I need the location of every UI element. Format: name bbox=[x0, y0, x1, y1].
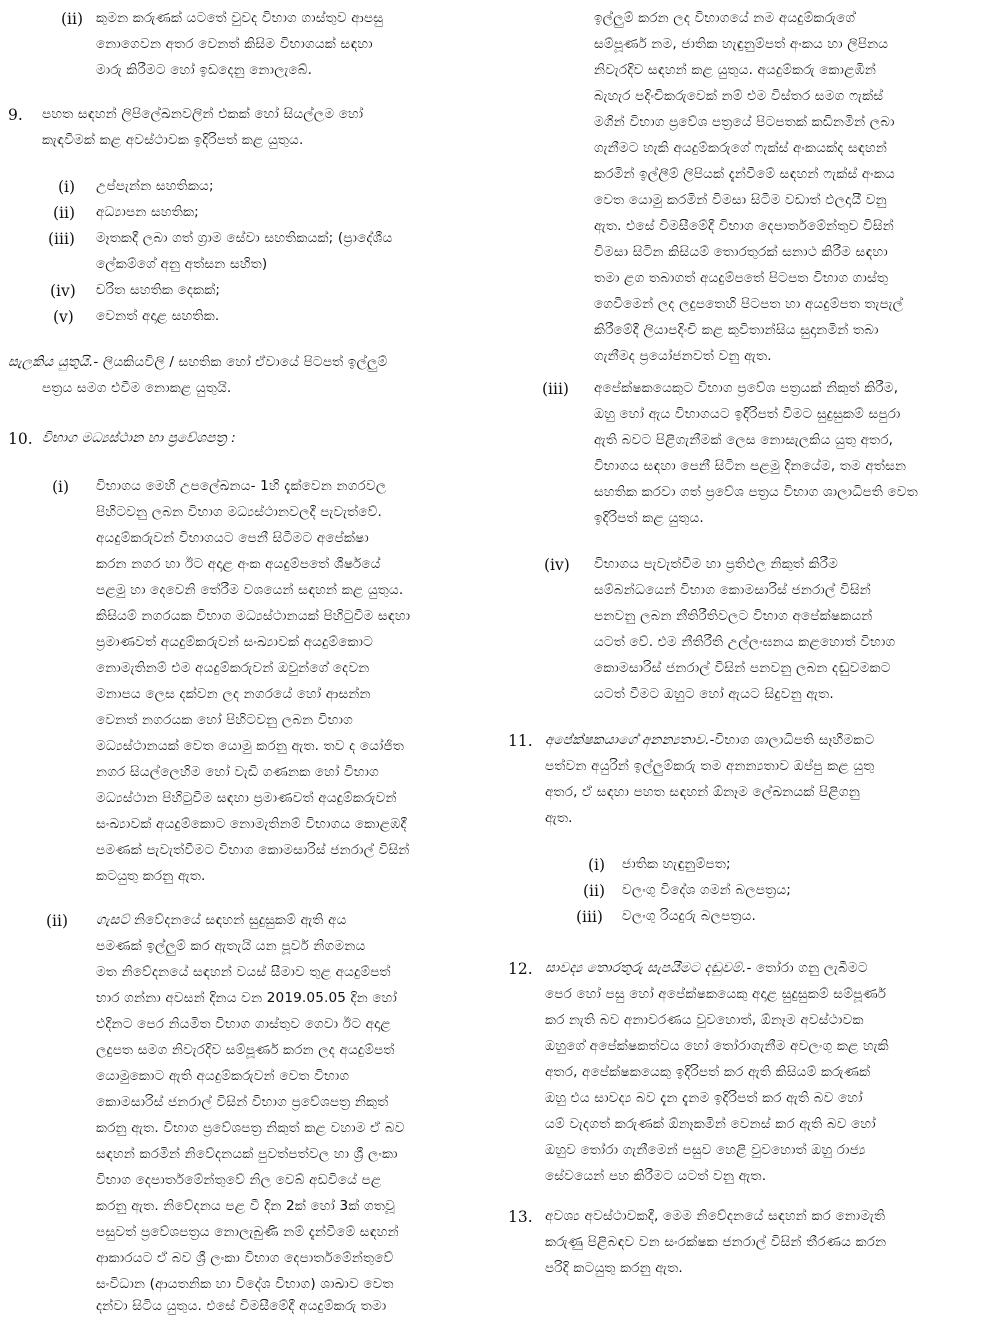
text-line: වෙනත් නගරයක හෝ පිහිටවනු ලබන විභාග bbox=[96, 712, 353, 728]
list-item-text: චරිත සහතික දෙකක්; bbox=[96, 282, 221, 298]
section-number: 11. bbox=[508, 732, 533, 750]
text-line: කැඳවීමක් කළ අවස්ථාවක ඉදිරිපත් කළ යුතුය. bbox=[42, 132, 304, 148]
text-line: ඔහුගේ අපේක්ෂකත්වය හෝ තෝරාගැනීම අවලංගු කළ හැකි bbox=[545, 1038, 889, 1054]
item-marker: (iii) bbox=[576, 908, 603, 926]
text-rest: -විභාග ශාලාධිපති සෑහීමකට bbox=[709, 732, 875, 748]
item-marker: (v) bbox=[53, 308, 74, 326]
text-line: විභාගය පැවැත්වීම හා ප්‍රතිඵල නිකුත් කිරීම bbox=[594, 556, 839, 572]
text-line: ඉල්ලුම් කරන ලද විභාගයේ නම අයදුම්කරුගේ bbox=[594, 10, 856, 26]
section-number: 10. bbox=[8, 430, 33, 448]
text-line: ගෙවීමෙන් ලද ලදුපතෙහි පිටපත හා අයදුම්පත තැපැල් bbox=[594, 296, 904, 312]
note-text: - ලියකියවිලි / සහතික හෝ ඒවායේ පිටපත් ඉල්ලුම් bbox=[93, 354, 388, 370]
text-line: පිහිටවනු ලබන විභාග මධ්‍යස්ථානවලදී පැවැත්වේ. bbox=[96, 504, 382, 520]
list-item-text: වලංගු විදේශ ගමන් බලපත්‍රය; bbox=[622, 882, 791, 898]
text-line: පහත සඳහන් ලිපිලේඛනවලින් එකක් හෝ සියල්ලම හෝ bbox=[42, 106, 364, 122]
text-line: කුමන කරුණක් යටතේ වුවද විභාග ගාස්තුව ආපසු bbox=[96, 10, 384, 26]
text-line: යොමුකොට ඇති අයදුම්කරුවන් වෙත විභාග bbox=[96, 1068, 350, 1084]
text-line: පනවනු ලබන නීතිරීතිවලට විභාග අපේක්ෂකයන් bbox=[594, 608, 873, 624]
item-marker: (iii) bbox=[48, 230, 75, 248]
text-line: කරන නගර හා ඊට අදාළ අංක අයදුම්පතේ ශීර්ෂයේ bbox=[96, 556, 381, 572]
text-line: ඇත. එසේ විමසීමේදී විභාග දෙපාර්තමේන්තුව විසින් bbox=[594, 218, 894, 234]
text-line: අයදුම්කරුවන් විභාගයට පෙනී සිටීමට අපේක්ෂා bbox=[96, 530, 369, 546]
text-line: සම්බන්ධයෙන් විභාග කොමසාරිස් ජනරාල් විසින් bbox=[594, 582, 871, 598]
section-title: අපේක්ෂකයාගේ අනන්‍යතාව. bbox=[545, 732, 710, 748]
text-line: ඔහුව තෝරා ගැනීමෙන් පසුව හෙළි වුවහොත් ඔහු රාජ්‍ය bbox=[545, 1142, 866, 1158]
item-marker: (ii) bbox=[46, 912, 69, 930]
list-item-text: උප්පැන්න සහතිකය; bbox=[96, 178, 214, 194]
text-line: ඉදිරිපත් කළ යුතුය. bbox=[594, 510, 704, 526]
text-line: කටයුතු කරනු ඇත. bbox=[96, 868, 206, 884]
text-line: විභාග දෙපාර්තමේන්තුවේ නිල වෙබ් අඩවියේ පළ bbox=[96, 1172, 382, 1188]
text-line: මනාපය ලෙස දක්වන ලද නගරයේ හෝ ආසන්න bbox=[96, 686, 371, 702]
text-line: සංඛ්‍යාවක් අයදුම්කොට නොමැතිනම් විභාගය කොළඹදී bbox=[96, 816, 407, 832]
text-line bbox=[96, 914, 347, 932]
text-line: ගැනීමට හැකි අයදුම්කරුගේ ෆැක්ස් අංකයක්ද සඳහන් bbox=[594, 140, 888, 156]
text-line: පළමු හා දෙවෙනි තේරීම වශයෙන් සඳහන් කළ යුතුය. bbox=[96, 582, 404, 598]
note-line bbox=[8, 356, 387, 374]
list-item-text: වෙනත් අදාළ සහතික. bbox=[96, 308, 220, 324]
text-line: මධ්‍යස්ථානයක් වෙත යොමු කරනු ඇත. තව ද යෝජිත bbox=[96, 738, 405, 754]
text-line: මත නිවේදනයේ සඳහන් වයස් සීමාව තුළ අයදුම්පත් bbox=[96, 964, 391, 980]
text-line: පමණක් ඉල්ලුම් කර ඇතැයි යන පූර්ව නිගමනය bbox=[96, 938, 366, 954]
section-number: 13. bbox=[508, 1208, 533, 1226]
item-marker: (iv) bbox=[50, 282, 76, 300]
section-title: විභාග මධ්‍යස්ථාන හා ප්‍රවේශපත්‍ර : bbox=[42, 430, 236, 446]
text-line: අතර, අපේක්ෂකයෙකු ඉදිරිපත් කර ඇති කිසියම් කරුණක් bbox=[545, 1064, 871, 1080]
text-line: කරනු ඇත. නිවේදනය පළ වී දින 2ක් හෝ 3ක් ගතවූ bbox=[96, 1198, 395, 1214]
text-line: පත්වන අයුරින් ඉල්ලුම්කරු තම අනන්‍යතාව ඔප්පු කළ යුතු bbox=[545, 758, 875, 774]
text-line: විභාගය සඳහා පෙනී සිටින පළමු දිනයේම, තම අත්සන bbox=[594, 458, 907, 474]
text-line: සංවිධාන (ආයතනික හා විදේශ විභාග) ශාඛාව වෙත bbox=[96, 1276, 394, 1292]
text-line: ආකාරයට ඒ බව ශ්‍රී ලංකා විභාග දෙපාර්තමේන්තුවේ bbox=[96, 1250, 394, 1266]
gazette-word: ගැසට් bbox=[96, 912, 130, 928]
text-line: නිවැරදිව සඳහන් කළ යුතුය. අයදුම්කරු කොළඹින් bbox=[594, 62, 877, 78]
text-line: මගින් විභාග ප්‍රවේශ පත්‍රයේ පිටපතක් කඩිනමින් ලබා bbox=[594, 114, 895, 130]
text-line: ගැනීමද ප්‍රයෝජනවත් වනු ඇත. bbox=[594, 348, 772, 364]
item-marker: (ii) bbox=[53, 204, 76, 222]
text-line: පසුවත් ප්‍රවේශපත්‍රය නොලැබුණි නම් දැන්වීමේ සඳහන් bbox=[96, 1224, 399, 1240]
text-line: ඇත. bbox=[545, 810, 573, 826]
note-line: පත්‍රය සමග එවීම නොකළ යුතුයි. bbox=[42, 380, 232, 396]
section-number: 9. bbox=[8, 106, 23, 124]
text-line: සහතික කරවා ගත් ප්‍රවේශ පත්‍රය විභාග ශාලාධිපති වෙත bbox=[594, 484, 918, 500]
text-line: කරුණු පිළිබඳව වන සංරක්ෂක ජනරාල් විසින් තීරණය කරන bbox=[545, 1234, 887, 1250]
text-line: කරනු ඇත. විභාග ප්‍රවේශපත්‍ර නිකුත් කළ වහාම ඒ බව bbox=[96, 1120, 405, 1136]
item-marker: (ii) bbox=[583, 882, 606, 900]
text-line: කිසියම් නගරයක විභාග මධ්‍යස්ථානයක් පිහිටුවීම සඳහා bbox=[96, 608, 411, 624]
text-line: දන්වා සිටිය යුතුය. එසේ විමසීමේදී අයදුම්කරු තමා bbox=[96, 1298, 387, 1314]
text-line: කොමසාරිස් ජනරාල් විසින් පනවනු ලබන දඬුවමකට bbox=[594, 660, 891, 676]
text-line: ඇති බවට පිළිගැනීමක් ලෙස නොසැලකිය යුතු අතර, bbox=[594, 432, 894, 448]
text-line: වෙත යොමු කරමින් විමසා සිටීම වඩාත් ඵලදායී වනු bbox=[594, 192, 887, 208]
item-marker: (ii) bbox=[61, 10, 84, 28]
text-line: බැහැර පදිංචිකරුවෙක් නම් එම විස්තර සමග ෆැක්ස් bbox=[594, 88, 884, 104]
text-line bbox=[545, 734, 874, 752]
text-rest: - තෝරා ගනු ලැබීමට bbox=[746, 960, 868, 976]
text-line: අවශ්‍ය අවස්ථාවකදී, මෙම නිවේදනයේ සඳහන් කර නොමැති bbox=[545, 1208, 886, 1224]
text-line: ලදුපත සමග නිවැරදිව සම්පූර්ණ කරන ලද අයදුම්පත් bbox=[96, 1042, 395, 1058]
text-line: යටත් වේ. එම නීතිරීති උල්ලංඝනය කළහොත් විභාග bbox=[594, 634, 896, 650]
section-title: සාවද්‍ය තොරතුරු සැපයීමට දඬුවම්. bbox=[545, 960, 747, 976]
item-marker: (i) bbox=[588, 856, 606, 874]
text-line: එදිනට පෙර නියමිත විභාග ගාස්තුව ගෙවා ඊට අදාළ bbox=[96, 1016, 391, 1032]
list-item-text: අධ්‍යාපන සහතික; bbox=[96, 204, 199, 220]
list-item-text: ජාතික හැඳුනුම්පත; bbox=[622, 856, 731, 872]
item-marker: (i) bbox=[52, 478, 70, 496]
text-line: මාරු කිරීමට හෝ ඉඩදෙනු නොලැබේ. bbox=[96, 62, 313, 78]
text-line: නොගෙවන අතර වෙනත් කිසිම විභාගයක් සඳහා bbox=[96, 36, 373, 52]
text-line: නගර සියල්ලෙහිම හෝ වැඩි ගණනක හෝ විභාග bbox=[96, 764, 380, 780]
list-item-text: මෑතකදී ලබා ගත් ග්‍රාම සේවා සහතිකයක්; (ප්‍රාදේශීය bbox=[96, 230, 393, 246]
text-line: පරිදි කටයුතු කරනු ඇත. bbox=[545, 1260, 683, 1276]
item-marker: (iv) bbox=[544, 556, 570, 574]
text-line bbox=[545, 962, 868, 980]
text-line: ඔහු හෝ ඇය විභාගයට ඉදිරිපත් වීමට සුදුසුකම් සපුරා bbox=[594, 406, 901, 422]
section-number: 12. bbox=[508, 960, 533, 978]
text-line: පෙර හෝ පසු හෝ අපේක්ෂකයෙකු අදාළ සුදුසුකම් සම්පූර්ණ bbox=[545, 986, 887, 1002]
item-marker: (iii) bbox=[542, 380, 569, 398]
list-item-text: ලේකම්ගේ අනු අත්සන සහිත) bbox=[96, 256, 268, 272]
text-line: සේවයෙන් පහ කිරීමට යටත් වනු ඇත. bbox=[545, 1168, 767, 1184]
text-line: කරමින් ඉල්ලීම් ලිපියක් දැන්වීමේ සඳහන් ෆැක්ස් අංකය bbox=[594, 166, 895, 182]
text-line: අපේක්ෂකයෙකුට විභාග ප්‍රවේශ පත්‍රයක් නිකුත් කිරීම, bbox=[594, 380, 899, 396]
text-line: නොමැතිනම් එම අයදුම්කරුවන් ඔවුන්ගේ දෙවන bbox=[96, 660, 370, 676]
text-line: ඔහු එය සාවද්‍ය බව දැන දැනම ඉදිරිපත් කර ඇති බව හෝ bbox=[545, 1090, 863, 1106]
list-item-text: වලංගු රියදුරු බලපත්‍රය. bbox=[622, 908, 757, 924]
item-marker: (i) bbox=[58, 178, 76, 196]
note-title: සැලකිය යුතුයි. bbox=[8, 354, 94, 370]
text-line: භාර ගන්නා අවසන් දිනය වන 2019.05.05 දින හෝ bbox=[96, 990, 397, 1006]
text-line: යටත් වීමට ඔහුට හෝ ඇයට සිදුවනු ඇත. bbox=[594, 686, 834, 702]
text-line: මධ්‍යස්ථාන පිහිටුවීම සඳහා ප්‍රමාණවත් අයදුම්කරුවන් bbox=[96, 790, 397, 806]
text-line: කොමසාරිස් ජනරාල් විසින් විභාග ප්‍රවේශපත්‍ර නිකුත් bbox=[96, 1094, 389, 1110]
text-line: සඳහන් කරමින් නිවේදනයක් පුවත්පත්වල හා ශ්‍රී ලංකා bbox=[96, 1146, 398, 1162]
text-line: තමා ළග තබාගත් අයදුම්පතේ පිටපත විභාග ගාස්තු bbox=[594, 270, 889, 286]
text-line: සම්පූර්ණ නම, ජාතික හැඳුනුම්පත් අංකය හා ලිපිනය bbox=[594, 36, 889, 52]
text-line: පමණක් පැවැත්වීමට විභාග කොමසාරිස් ජනරාල් විසින් bbox=[96, 842, 410, 858]
text-line: යම් වැදගත් කරුණක් ඕනෑකමින් වෙනස් කර ඇති බව හෝ bbox=[545, 1116, 876, 1132]
text-line: විමසා සිටින කිසියම් තොරතුරක් සනාථ කිරීම සඳහා bbox=[594, 244, 888, 260]
text-line: අතර, ඒ සඳහා පහත සඳහන් ඕනෑම ලේඛනයක් පිළිගනු bbox=[545, 784, 860, 800]
text-line: කිරීමේදී ලියාපදිංචි කළ කුවිතාන්සිය සුදානමින් තබා bbox=[594, 322, 879, 338]
text-line: ප්‍රමාණවත් අයදුම්කරුවන් සංඛ්‍යාවක් අයදුම්කොට bbox=[96, 634, 374, 650]
text-rest: නිවේදනයේ සඳහන් සුදුසුකම් ඇති අය bbox=[129, 912, 347, 928]
text-line: කර නැති බව අනාවරණය වුවහොත්, ඕනෑම අවස්ථාවක bbox=[545, 1012, 864, 1028]
text-line: විභාගය මෙහි උපලේඛනය- 1හි දැක්වෙන නගරවල bbox=[96, 478, 387, 494]
